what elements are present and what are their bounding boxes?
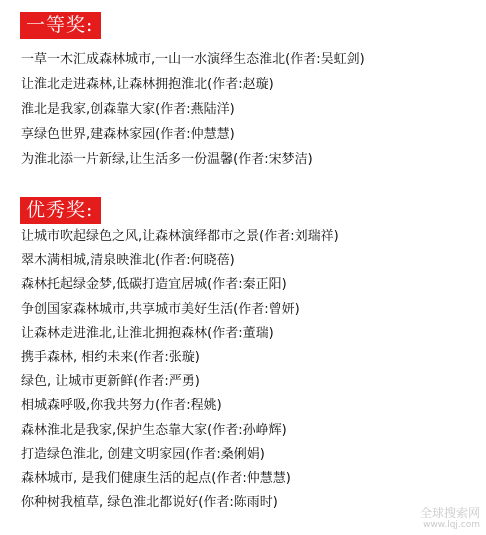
list-item: 争创国家森林城市,共享城市美好生活(作者:曾妍): [21, 301, 300, 317]
section-title-excellence-award: 优秀奖:: [20, 197, 101, 224]
list-item: 森林淮北是我家,保护生态靠大家(作者:孙峥辉): [21, 422, 287, 438]
list-item: 绿色, 让城市更新鲜(作者:严勇): [21, 374, 200, 390]
list-item: 打造绿色淮北, 创建文明家园(作者:桑俐娟): [21, 446, 265, 462]
watermark-text: 全球搜索网: [419, 506, 480, 520]
first-prize-list: [21, 51, 365, 176]
list-item: 享绿色世界,建森林家园(作者:仲慧慧): [21, 127, 235, 142]
list-item: 一草一木汇成森林城市,一山一水演绎生态淮北(作者:吴虹剑): [21, 52, 365, 67]
list-item: 森林城市, 是我们健康生活的起点(作者:仲慧慧): [21, 470, 291, 486]
list-item: 相城森呼吸,你我共努力(作者:程姚): [21, 398, 222, 414]
watermark: [420, 507, 480, 531]
section-title-first-prize: 一等奖:: [20, 12, 101, 39]
list-item: 让淮北走进森林,让森林拥抱淮北(作者:赵璇): [21, 77, 274, 92]
list-item: 森林托起绿金梦,低碳打造宜居城(作者:秦正阳): [21, 277, 287, 293]
watermark-url: www.lqj.com: [423, 520, 480, 530]
list-item: 淮北是我家,创森靠大家(作者:燕陆洋): [21, 102, 235, 117]
list-item: 为淮北添一片新绿,让生活多一份温馨(作者:宋梦洁): [21, 152, 313, 167]
list-item: 携手森林, 相约未来(作者:张璇): [21, 349, 200, 365]
list-item: 你种树我植草, 绿色淮北都说好(作者:陈雨时): [21, 495, 278, 511]
list-item: 让森林走进淮北,让淮北拥抱森林(作者:董瑞): [21, 325, 274, 341]
excellence-award-list: [21, 228, 339, 518]
list-item: 翠木满相城,清泉映淮北(作者:何晓蓓): [21, 253, 235, 269]
list-item: 让城市吹起绿色之风,让森林演绎都市之景(作者:刘瑞祥): [21, 229, 339, 244]
